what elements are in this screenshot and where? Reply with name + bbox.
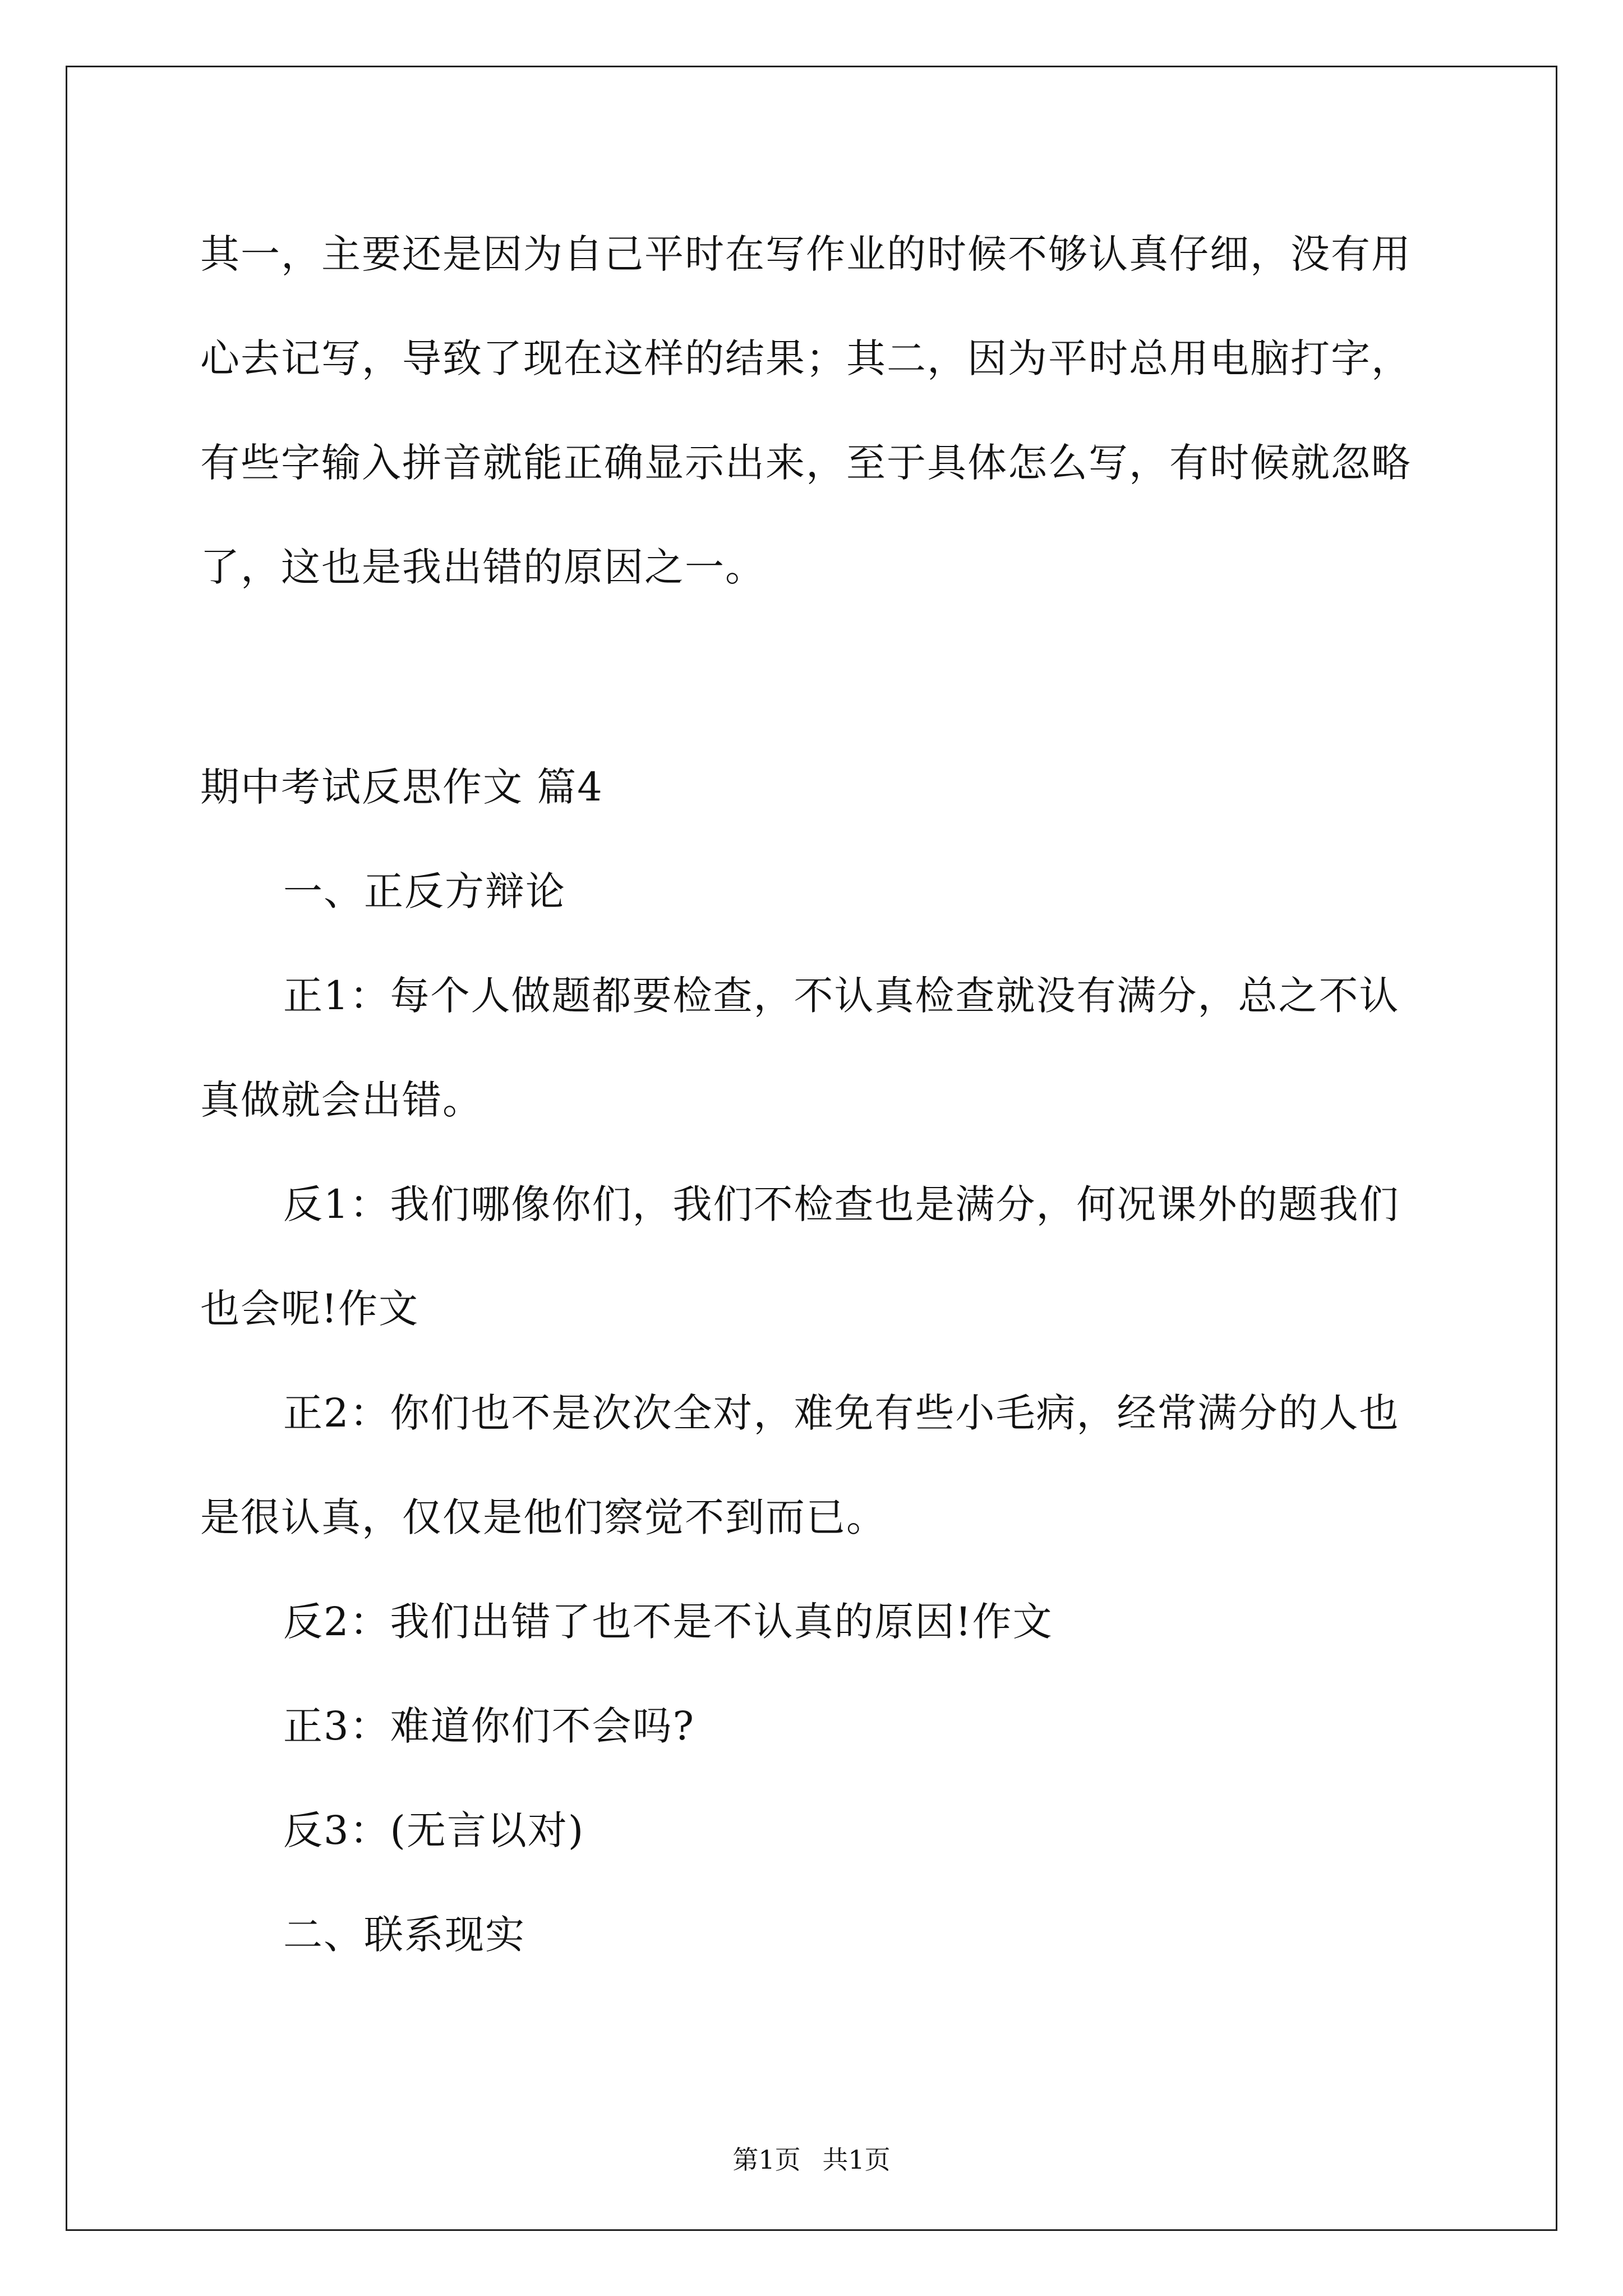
intro-paragraph: 其一，主要还是因为自己平时在写作业的时候不够认真仔细，没有用心去记写，导致了现在这样的结果；其二，因为平时总用电脑打字，有些字输入拼音就能正确显示出来，至于具体怎么写，有时候就忽略了，这也是我出错的原因之一。 [200, 231, 1412, 590]
paragraph-con-2: 反2：我们出错了也不是不认真的原因!作文 [283, 1599, 1053, 1645]
paragraph-con-1: 反1：我们哪像你们，我们不检查也是满分，何况课外的题我们也会呢!作文 [200, 1181, 1400, 1332]
paragraph-reality-title: 二、联系现实 [283, 1912, 525, 1958]
paragraph-debate-title: 一、正反方辩论 [283, 868, 566, 914]
paragraph-pro-2: 正2：你们也不是次次全对，难免有些小毛病，经常满分的人也是很认真，仅仅是他们察觉不到而已。 [200, 1390, 1400, 1540]
page-footer [0, 2143, 1623, 2177]
page-number-current: 第1页 [732, 2145, 801, 2175]
section-heading: 期中考试反思作文 篇4 [200, 764, 603, 810]
page-number-total: 共1页 [822, 2145, 891, 2175]
paragraph-pro-1: 正1：每个人做题都要检查，不认真检查就没有满分，总之不认真做就会出错。 [200, 973, 1400, 1123]
paragraph-con-3: 反3：(无言以对) [283, 1807, 585, 1853]
paragraph-pro-3: 正3：难道你们不会吗? [283, 1703, 695, 1749]
